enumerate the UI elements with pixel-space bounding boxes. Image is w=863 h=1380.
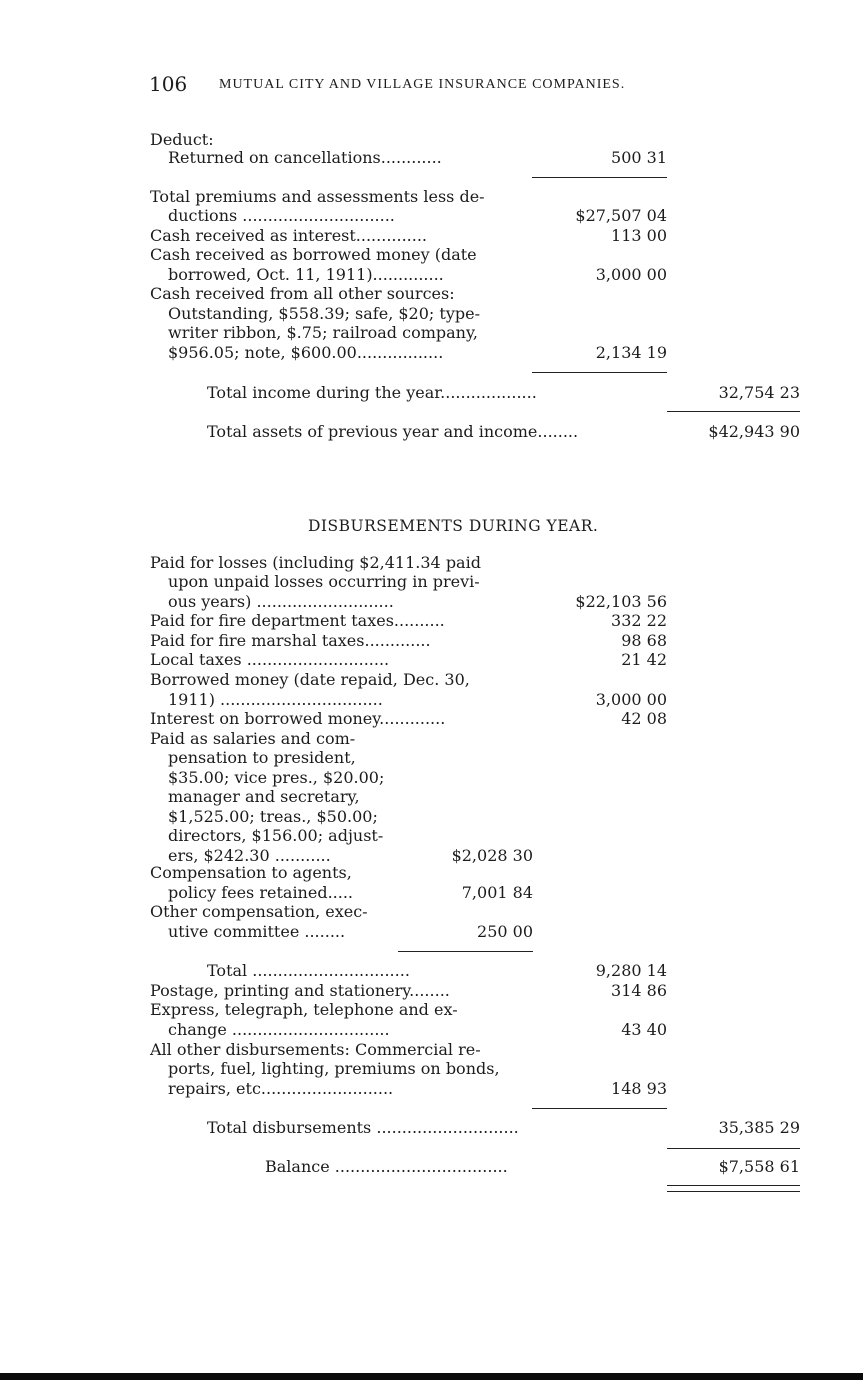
interest-paid-label: Interest on borrowed money............. [150,709,446,728]
borrowed-repaid-value: 3,000 00 [595,690,667,709]
rule [532,1108,667,1109]
other-comp-line2: utive committee ........ [168,922,346,941]
rule [532,372,667,373]
local-taxes-value: 21 42 [621,650,667,669]
subtotal-label: Total ............................... [207,961,410,980]
salaries-line2: pensation to president, [168,748,356,767]
running-title: MUTUAL CITY AND VILLAGE INSURANCE COMPANIES. [219,77,626,92]
salaries-line5: $1,525.00; treas., $50.00; [168,807,378,826]
returned-label: Returned on cancellations............ [168,148,442,167]
deduct-label: Deduct: [150,130,214,149]
borrowed-line2: borrowed, Oct. 11, 1911).............. [168,265,444,284]
interest-value: 113 00 [611,226,667,245]
salaries-line7: ers, $242.30 ........... [168,846,331,865]
double-rule [667,1185,800,1192]
other-comp-value: 250 00 [477,922,533,941]
all-other-value: 148 93 [611,1079,667,1098]
losses-line1: Paid for losses (including $2,411.34 paid [150,553,481,572]
total-assets-value: $42,943 90 [708,422,800,441]
total-premiums-line2: ductions .............................. [168,206,395,225]
total-premiums-line1: Total premiums and assessments less de- [150,187,485,206]
balance-value: $7,558 61 [718,1157,800,1176]
scan-edge [0,1373,863,1380]
losses-value: $22,103 56 [575,592,667,611]
salaries-line1: Paid as salaries and com- [150,729,356,748]
subtotal-value: 9,280 14 [595,961,667,980]
other-sources-value: 2,134 19 [595,343,667,362]
fire-dept-value: 332 22 [611,611,667,630]
returned-value: 500 31 [611,148,667,167]
express-value: 43 40 [621,1020,667,1039]
all-other-line3: repairs, etc.......................... [168,1079,394,1098]
page-number: 106 [149,72,188,96]
all-other-line1: All other disbursements: Commercial re- [150,1040,481,1059]
borrowed-line1: Cash received as borrowed money (date [150,245,477,264]
fire-marshal-value: 98 68 [621,631,667,650]
balance-label: Balance .................................. [265,1157,508,1176]
express-line1: Express, telegraph, telephone and ex- [150,1000,458,1019]
fire-marshal-label: Paid for fire marshal taxes............. [150,631,431,650]
total-disbursements-label: Total disbursements ............................ [207,1118,519,1137]
salaries-line4: manager and secretary, [168,787,360,806]
borrowed-repaid-line1: Borrowed money (date repaid, Dec. 30, [150,670,470,689]
losses-line2: upon unpaid losses occurring in previ- [168,572,480,591]
rule [532,177,667,178]
interest-paid-value: 42 08 [621,709,667,728]
other-sources-line4: $956.05; note, $600.00................. [168,343,444,362]
other-sources-line3: writer ribbon, $.75; railroad company, [168,323,478,342]
agents-value: 7,001 84 [461,883,533,902]
other-sources-line2: Outstanding, $558.39; safe, $20; type- [168,304,480,323]
losses-line3: ous years) ........................... [168,592,394,611]
total-premiums-value: $27,507 04 [575,206,667,225]
postage-label: Postage, printing and stationery........ [150,981,450,1000]
agents-line2: policy fees retained..... [168,883,353,902]
all-other-line2: ports, fuel, lighting, premiums on bonds, [168,1059,500,1078]
rule [398,951,533,952]
borrowed-value: 3,000 00 [595,265,667,284]
borrowed-repaid-line2: 1911) ................................ [168,690,383,709]
total-income-label: Total income during the year................... [207,383,537,402]
salaries-line6: directors, $156.00; adjust- [168,826,384,845]
other-comp-line1: Other compensation, exec- [150,902,368,921]
fire-dept-label: Paid for fire department taxes.......... [150,611,445,630]
total-income-value: 32,754 23 [718,383,800,402]
total-assets-label: Total assets of previous year and income........ [207,422,579,441]
salaries-value: $2,028 30 [451,846,533,865]
salaries-line3: $35.00; vice pres., $20.00; [168,768,385,787]
rule [667,1148,800,1149]
local-taxes-label: Local taxes ............................ [150,650,390,669]
section-title: DISBURSEMENTS DURING YEAR. [308,517,599,535]
other-sources-line1: Cash received from all other sources: [150,284,455,303]
postage-value: 314 86 [611,981,667,1000]
agents-line1: Compensation to agents, [150,863,352,882]
interest-label: Cash received as interest.............. [150,226,427,245]
express-line2: change ............................... [168,1020,390,1039]
rule [667,411,800,412]
total-disbursements-value: 35,385 29 [718,1118,800,1137]
